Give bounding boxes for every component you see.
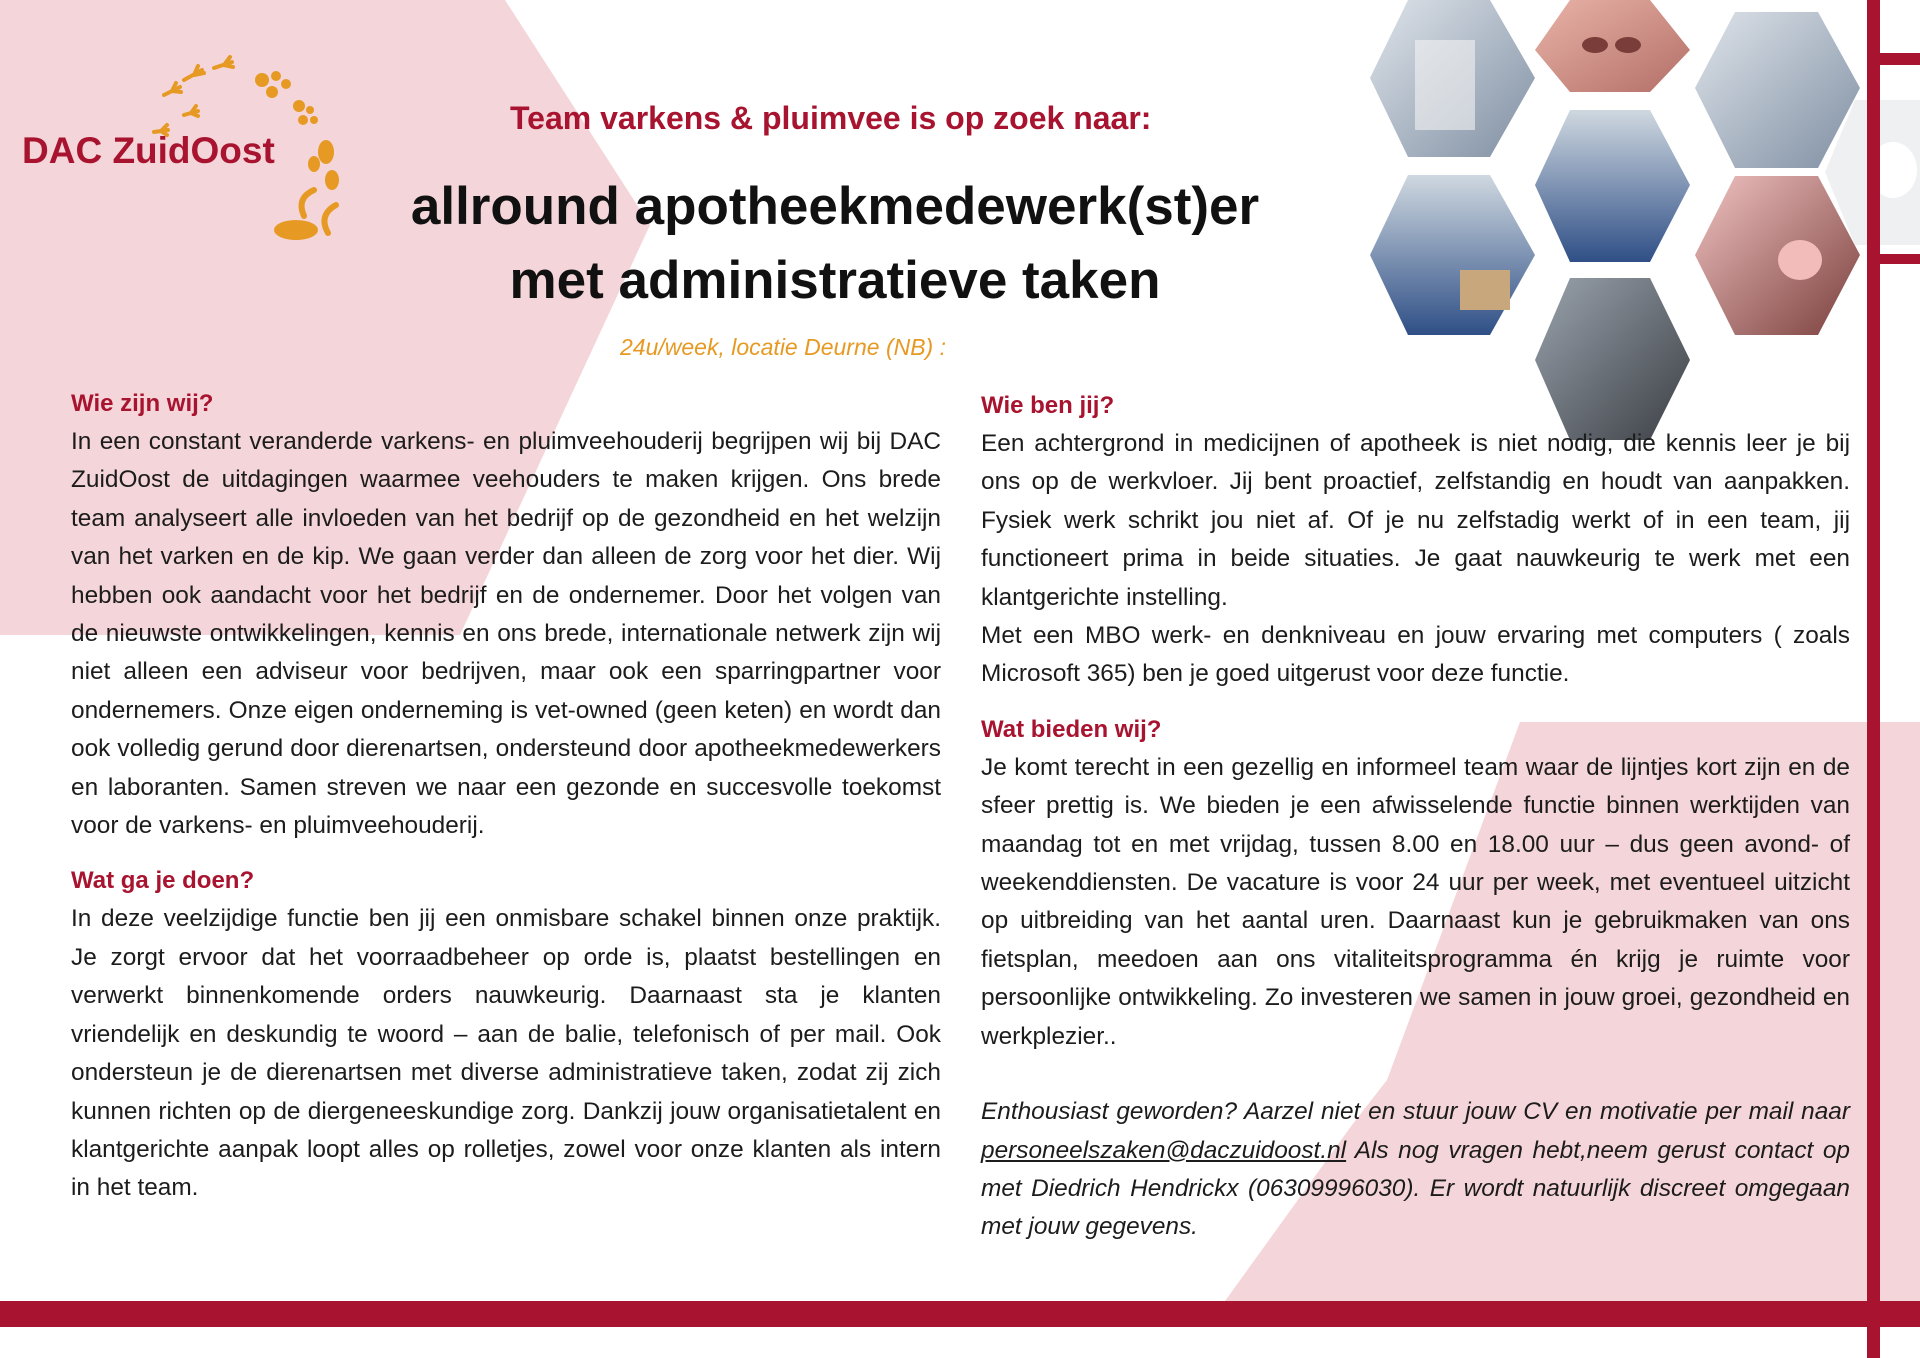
subtitle: Team varkens & pluimvee is op zoek naar: [510, 100, 1152, 136]
right-frame-mid [1880, 254, 1920, 264]
heading-wat-bieden-wij: Wat bieden wij? [981, 715, 1162, 743]
title-line-1: allround apotheekmedewerk(st)er [410, 177, 1260, 236]
email-link[interactable]: personeelszaken@daczuidoost.nl [981, 1136, 1347, 1164]
text-wie-zijn-wij: In een constant veranderde varkens- en pluimveehouderij begrijpen wij bij DAC ZuidOost de uitdagingen waarmee veehouders te maken krijgen. Ons brede team analyseert alle invloeden van het bedrijf op de gezondheid en het welzijn van het varken en de kip. We gaan verder dan alleen de zorg voor het dier. Wij hebben ook aandacht voor het bedrijf en de ondernemer. Door het volgen van de nieuwste ontwikkelingen, kennis en ons brede, internationale netwerk zijn wij niet alleen een adviseur voor bedrijven, maar ook een sparringpartner voor ondernemers. Onze eigen onderneming is vet-owned (geen keten) en wordt dan ook volledig gerund door dierenartsen, ondersteund door apotheekmedewerkers en laboranten. Samen streven we naar een gezonde en succesvolle toekomst voor de varkens- en pluimveehouderij. [71, 428, 941, 840]
photo-pharmacy-2 [1695, 12, 1860, 168]
title-line-2: met administratieve taken [509, 251, 1161, 310]
photo-collage [1350, 0, 1920, 440]
photo-piglets [1695, 176, 1860, 335]
right-column [981, 387, 1850, 1247]
logo-text: DAC ZuidOost [22, 130, 275, 171]
cta-text-after: Als nog vragen hebt,neem gerust contact op met Diedrich Hendrickx (06309996030). Er wordt natuurlijk discreet omgegaan met jouw gegevens. [981, 1136, 1850, 1241]
right-frame-top [1880, 53, 1920, 65]
photo-team-meeting [1535, 110, 1690, 262]
text-wie-ben-jij-2: Met een MBO werk- en denkniveau en jouw ervaring met computers ( zoals Microsoft 365) ben je goed uitgerust voor deze functie. [981, 622, 1850, 688]
bottom-bar [0, 1301, 1920, 1327]
text-wat-bieden-wij: Je komt terecht in een gezellig en informeel team waar de lijntjes kort zijn en de sfeer prettig is. We bieden je een afwisselende functie binnen werktijden van maandag tot en met vrijdag, tussen 8.00 en 18.00 uur – dus geen avond- of weekenddiensten. De vacature is voor 24 uur per week, met eventueel uitzicht op uitbreiding van het aantal uren. Daarnaast kun je gebruikmaken van ons fietsplan, meedoen aan ons vitaliteitsprogramma én krijg je ruimte voor persoonlijke ontwikkeling. Zo investeren we samen in jouw groei, gezondheid en werkplezier.. [981, 753, 1850, 1050]
cta-text-before: Enthousiast geworden? Aarzel niet en stuur jouw CV en motivatie per mail naar [981, 1098, 1850, 1126]
photo-packing [1370, 175, 1535, 335]
photo-pig-snout-2 [1535, 0, 1690, 92]
page-title [385, 170, 1285, 318]
logo [14, 40, 374, 240]
job-meta: 24u/week, locatie Deurne (NB) : [620, 334, 946, 360]
heading-wie-zijn-wij: Wie zijn wij? [71, 390, 214, 417]
heading-wat-ga-je-doen: Wat ga je doen? [71, 867, 255, 895]
call-to-action [981, 1093, 1850, 1247]
heading-wie-ben-jij: Wie ben jij? [981, 392, 1115, 419]
text-wat-ga-je-doen: In deze veelzijdige functie ben jij een onmisbare schakel binnen onze praktijk. Je zorgt ervoor dat het voorraadbeheer op orde is, plaatst bestellingen en verwerkt binnenkomende orders nauwkeurig. Daarnaast sta je klanten vriendelijk en deskundig te woord – aan de balie, telefonisch of per mail. Ook ondersteun je de dierenartsen met diverse administratieve taken, zodat zij zich kunnen richten op de diergeneeskundige zorg. Dankzij jouw organisatietalent en klantgerichte aanpak loopt alles op rolletjes, zowel voor onze klanten als intern in het team. [71, 905, 941, 1202]
text-wie-ben-jij-1: Een achtergrond in medicijnen of apotheek is niet nodig, die kennis leer je bij ons op de werkvloer. Jij bent proactief, zelfstandig en houdt van aanpakken. Fysiek werk schrikt jou niet af. Of je nu zelfstadig werkt of in een team, jij functioneert prima in beide situaties. Je gaat nauwkeurig te werk met een klantgerichte instelling. [981, 430, 1850, 611]
left-column [71, 385, 941, 1225]
right-bar [1867, 0, 1880, 1358]
